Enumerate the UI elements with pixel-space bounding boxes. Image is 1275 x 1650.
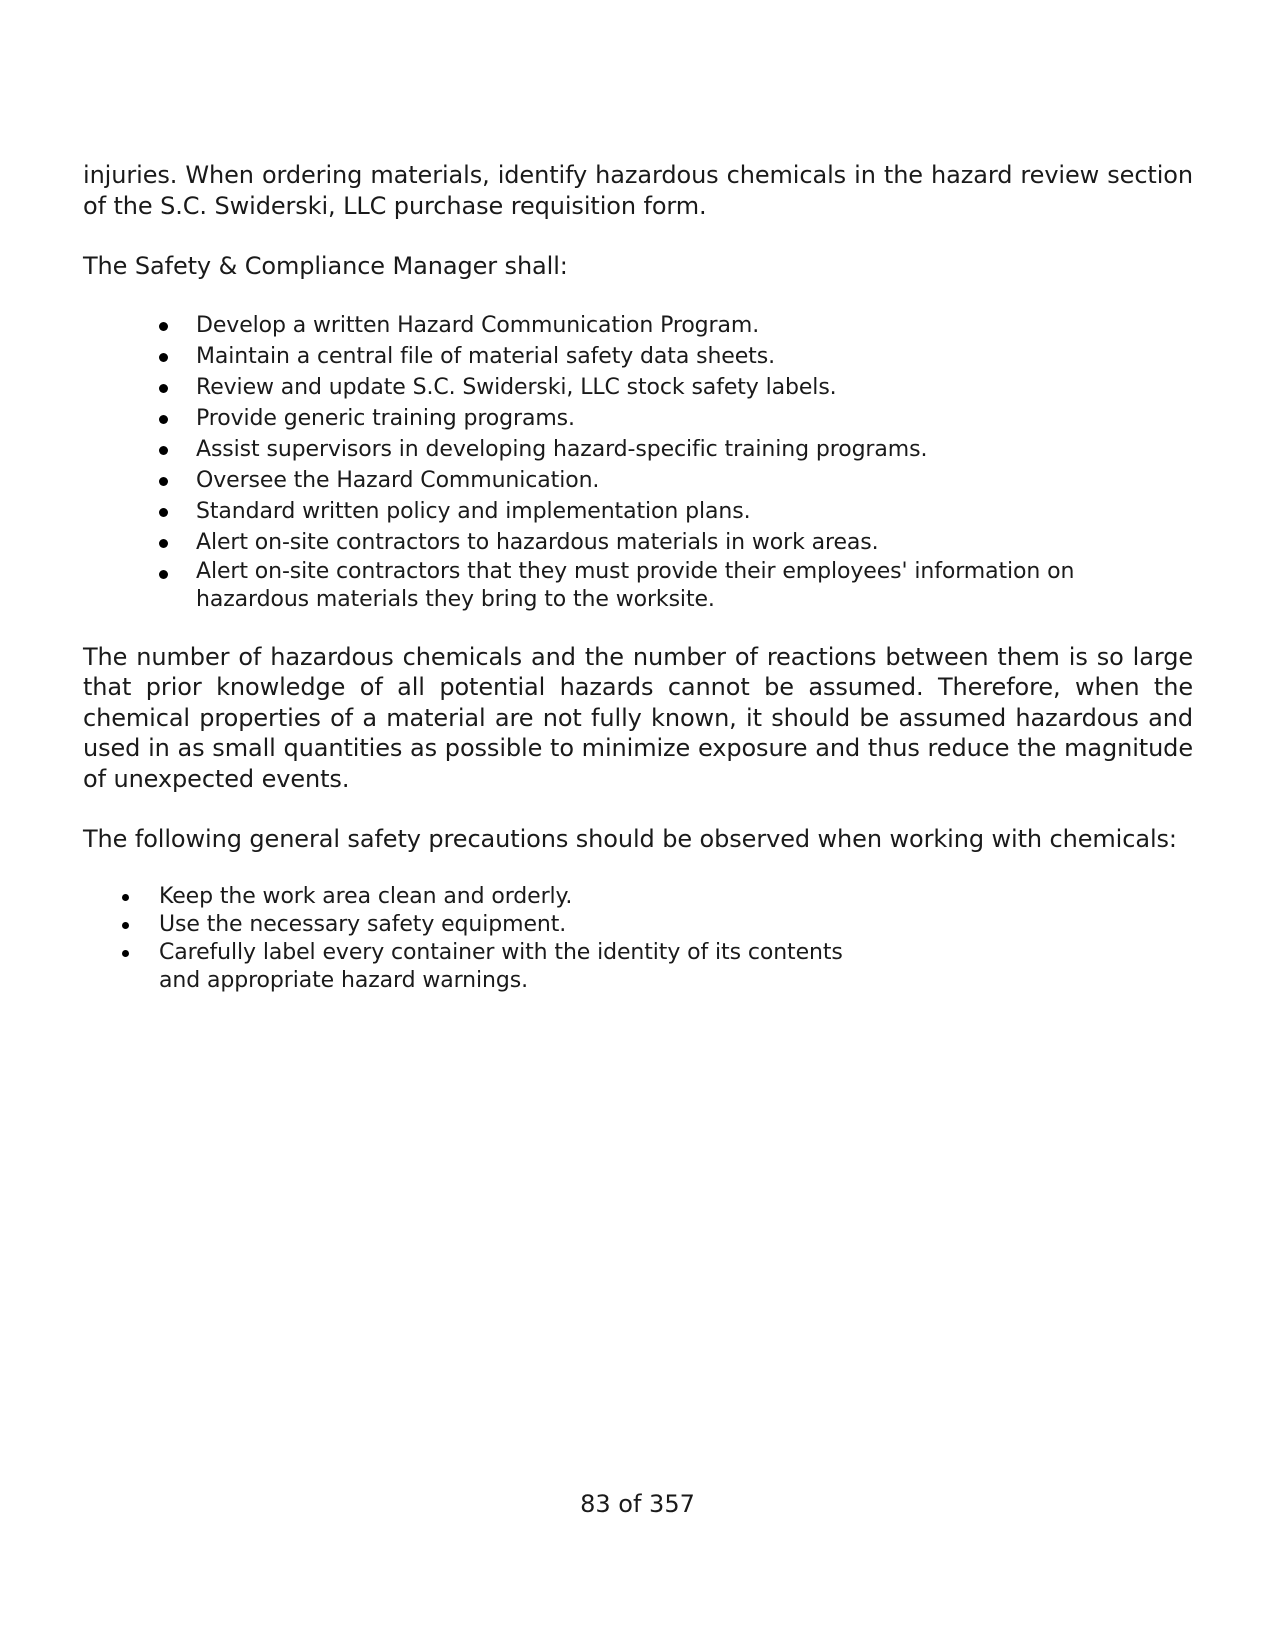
intro-paragraph: injuries. When ordering materials, identify hazardous chemicals in the hazard review section of the S.C. Swiderski, LLC purchase requisition form.: [83, 161, 1193, 220]
page-number: 83 of 357: [580, 1490, 695, 1518]
bullet-icon: [159, 508, 168, 517]
manager-duties-list: [83, 310, 1193, 614]
list-item: Assist supervisors in developing hazard-specific training programs.: [83, 434, 1193, 465]
bullet-icon: [159, 415, 168, 424]
bullet-icon: [159, 322, 168, 331]
list-item: Alert on-site contractors that they must provide their employees' information on hazardous materials they bring to the worksite.: [83, 558, 1193, 614]
list-item: Standard written policy and implementation plans.: [83, 496, 1193, 527]
bullet-icon: [159, 446, 168, 455]
list-item: Oversee the Hazard Communication.: [83, 465, 1193, 496]
list-item: Maintain a central file of material safety data sheets.: [83, 341, 1193, 372]
bullet-icon: [122, 950, 129, 957]
list-item: Keep the work area clean and orderly.: [83, 883, 1193, 911]
bullet-icon: [122, 894, 129, 901]
list-item: Review and update S.C. Swiderski, LLC stock safety labels.: [83, 372, 1193, 403]
hazards-paragraph: The number of hazardous chemicals and the number of reactions between them is so large that prior knowledge of all potential hazards cannot be assumed. Therefore, when the chemical properties of a material are not fully known, it should be assumed hazardous and used in as small quantities as possible to minimize exposure and thus reduce the magnitude of unexpected events.: [83, 642, 1193, 793]
manager-heading: The Safety & Compliance Manager shall:: [83, 252, 568, 280]
bullet-icon: [159, 353, 168, 362]
list-item: Use the necessary safety equipment.: [83, 911, 1193, 939]
bullet-icon: [122, 922, 129, 929]
precautions-list: [83, 883, 1193, 995]
bullet-icon: [159, 384, 168, 393]
list-item: Alert on-site contractors to hazardous materials in work areas.: [83, 527, 1193, 558]
list-item: Carefully label every container with the identity of its contents and appropriate hazard warnings.: [83, 939, 1193, 995]
bullet-icon: [159, 570, 168, 579]
precautions-paragraph: The following general safety precautions should be observed when working with chemicals:: [83, 825, 1177, 853]
bullet-icon: [159, 477, 168, 486]
list-item: Develop a written Hazard Communication Program.: [83, 310, 1193, 341]
bullet-icon: [159, 539, 168, 548]
list-item: Provide generic training programs.: [83, 403, 1193, 434]
document-body: [83, 160, 1193, 995]
